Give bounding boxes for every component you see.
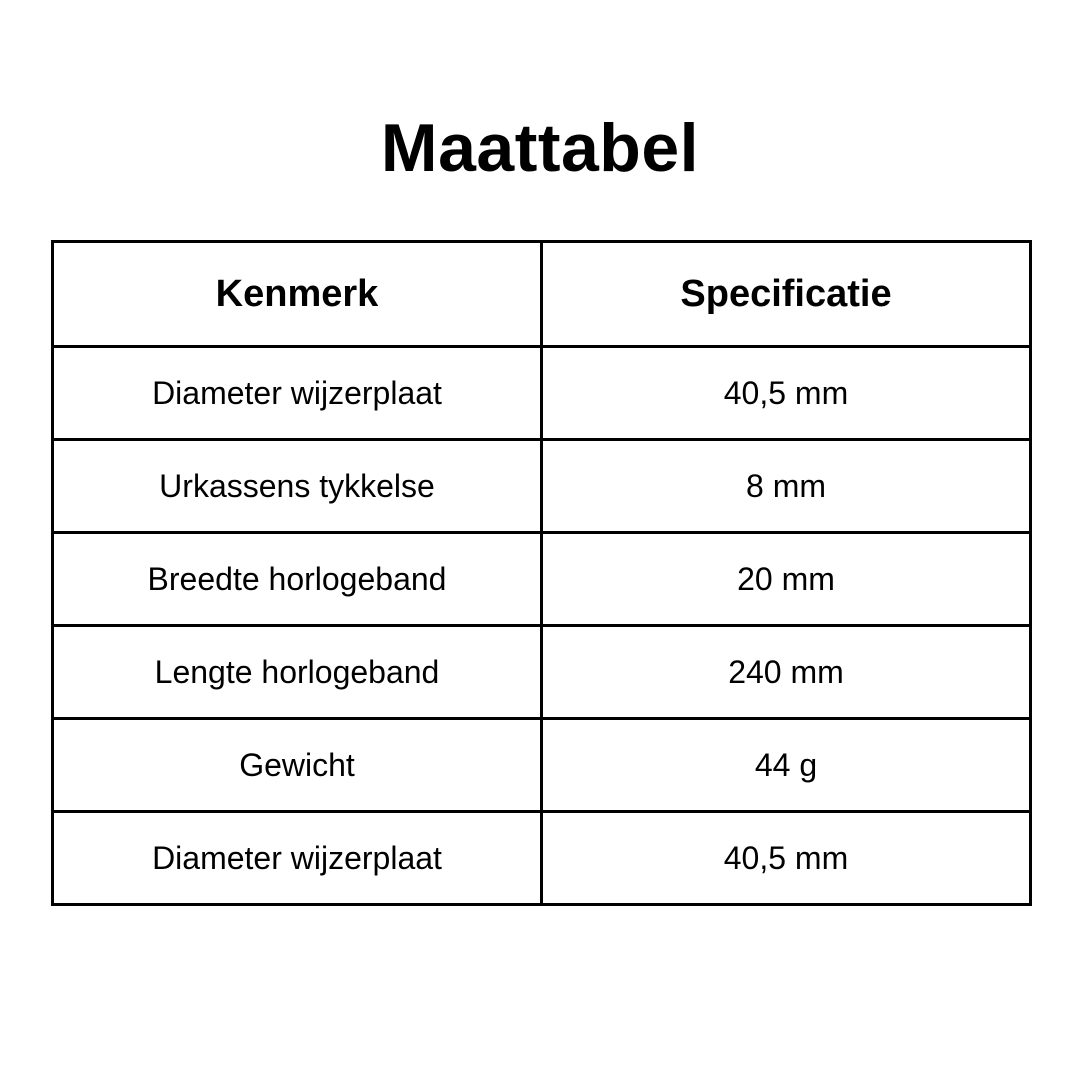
table-row — [53, 719, 1031, 812]
table-row — [53, 347, 1031, 440]
page-title: Maattabel — [380, 110, 700, 186]
column-header-feature: Kenmerk — [53, 242, 542, 347]
table-header-row — [53, 242, 1031, 347]
column-header-specification: Specificatie — [542, 242, 1031, 347]
specification-cell: 44 g — [542, 719, 1031, 812]
feature-cell: Lengte horlogeband — [53, 626, 542, 719]
feature-cell: Diameter wijzerplaat — [53, 347, 542, 440]
table-row — [53, 440, 1031, 533]
table-row — [53, 812, 1031, 905]
table-row — [53, 533, 1031, 626]
specification-cell: 8 mm — [542, 440, 1031, 533]
specification-cell: 40,5 mm — [542, 347, 1031, 440]
feature-cell: Gewicht — [53, 719, 542, 812]
feature-cell: Diameter wijzerplaat — [53, 812, 542, 905]
specification-cell: 40,5 mm — [542, 812, 1031, 905]
specification-cell: 20 mm — [542, 533, 1031, 626]
table-row — [53, 626, 1031, 719]
size-table — [51, 240, 1032, 906]
feature-cell: Urkassens tykkelse — [53, 440, 542, 533]
specification-cell: 240 mm — [542, 626, 1031, 719]
feature-cell: Breedte horlogeband — [53, 533, 542, 626]
